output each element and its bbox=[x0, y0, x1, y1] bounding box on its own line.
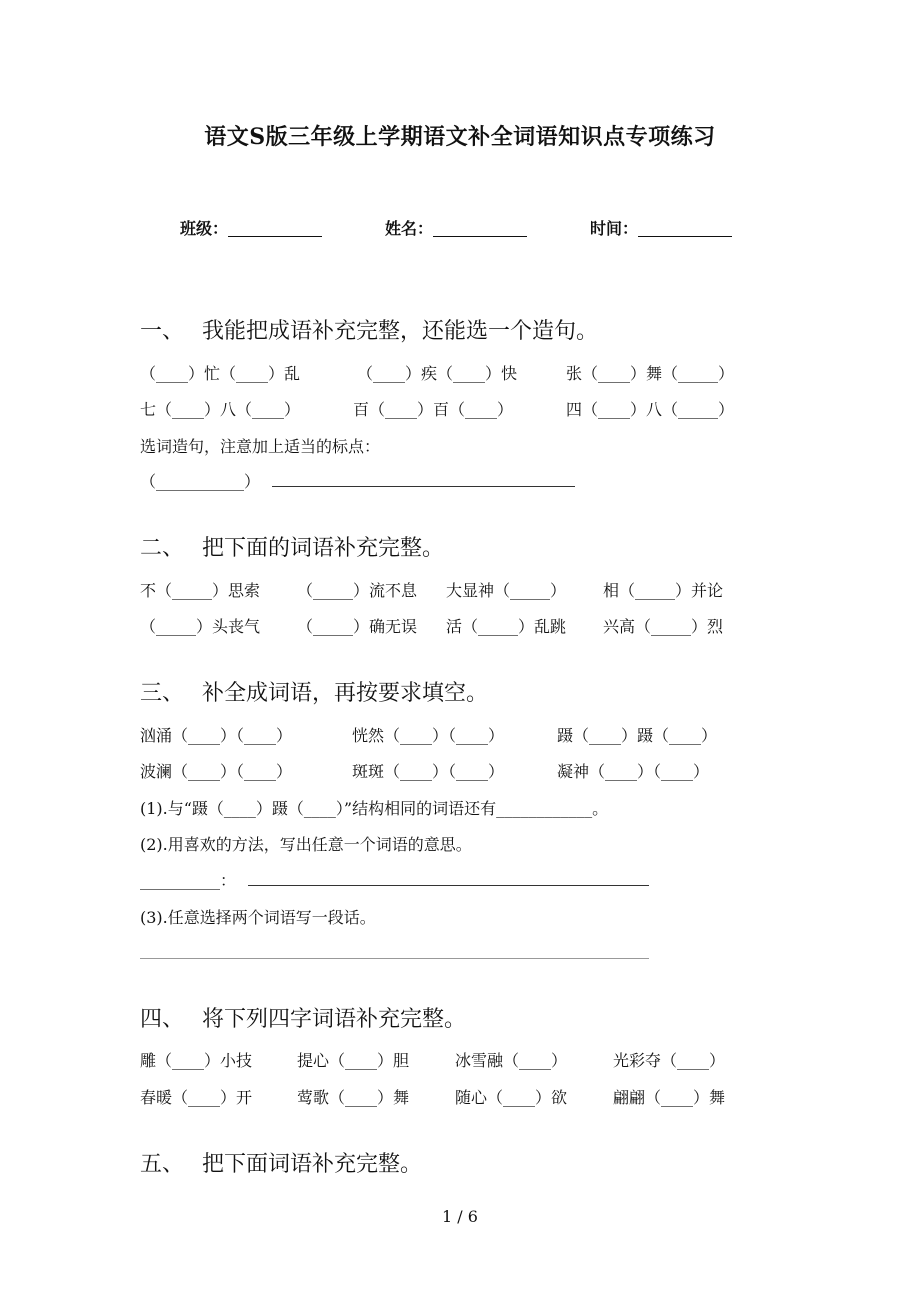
section-5-title: 把下面词语补充完整。 bbox=[202, 1152, 423, 1177]
s3-q3-answer-line[interactable] bbox=[140, 958, 649, 959]
s3-item: 斑斑（____）（____） bbox=[352, 762, 505, 781]
s3-item: 凝神（____）（____） bbox=[557, 762, 710, 781]
s2-item: （_____）流不息 bbox=[297, 581, 418, 600]
time-blank[interactable] bbox=[638, 220, 732, 237]
section-1-number: 一、 bbox=[140, 319, 185, 344]
section-3-title: 补全成词语，再按要求填空。 bbox=[202, 681, 489, 706]
section-2-number: 二、 bbox=[140, 536, 185, 561]
s3-q2-answer-line[interactable] bbox=[248, 885, 649, 886]
s1-answer-word: （___________） bbox=[140, 472, 261, 491]
s1-item: （____）忙（____）乱 bbox=[140, 364, 301, 383]
class-field bbox=[180, 216, 322, 239]
section-2-heading bbox=[140, 531, 444, 562]
s3-question-1: (1).与“蹑（____）蹑（____）”结构相同的词语还有____________。 bbox=[140, 799, 609, 818]
s2-item: 相（_____）并论 bbox=[603, 581, 724, 600]
s1-item: 张（____）舞（_____） bbox=[566, 364, 735, 383]
name-blank[interactable] bbox=[433, 220, 527, 237]
s2-item: 不（_____）思索 bbox=[140, 581, 261, 600]
s1-item: 百（____）百（____） bbox=[353, 400, 514, 419]
s4-item: 莺歌（____）舞 bbox=[297, 1088, 410, 1107]
page-number: 1 / 6 bbox=[442, 1207, 478, 1226]
time-label: 时间： bbox=[590, 219, 639, 238]
section-2-title: 把下面的词语补充完整。 bbox=[202, 536, 445, 561]
s3-question-2: (2).用喜欢的方法，写出任意一个词语的意思。 bbox=[140, 835, 472, 854]
s3-question-2-answer: __________： bbox=[140, 871, 237, 890]
s4-item: 提心（____）胆 bbox=[297, 1051, 410, 1070]
section-1-heading bbox=[140, 314, 598, 345]
section-1-title: 我能把成语补充完整，还能选一个造句。 bbox=[202, 319, 599, 344]
s4-item: 雕（____）小技 bbox=[140, 1051, 253, 1070]
page-title: 语文S版三年级上学期语文补全词语知识点专项练习 bbox=[204, 124, 716, 150]
section-4-heading bbox=[140, 1002, 466, 1033]
s4-item: 冰雪融（____） bbox=[455, 1051, 568, 1070]
section-3-number: 三、 bbox=[140, 681, 185, 706]
s1-answer-line[interactable] bbox=[272, 486, 575, 487]
s1-item: （____）疾（____）快 bbox=[357, 364, 518, 383]
section-5-heading bbox=[140, 1147, 422, 1178]
s2-item: 大显神（_____） bbox=[446, 581, 567, 600]
section-3-heading bbox=[140, 676, 488, 707]
section-5-number: 五、 bbox=[140, 1152, 185, 1177]
s2-item: （_____）头丧气 bbox=[140, 617, 261, 636]
s4-item: 春暖（____）开 bbox=[140, 1088, 253, 1107]
class-label: 班级： bbox=[180, 219, 229, 238]
s1-item: 四（____）八（_____） bbox=[566, 400, 735, 419]
s3-item: 恍然（____）（____） bbox=[352, 726, 505, 745]
s2-item: （_____）确无误 bbox=[297, 617, 418, 636]
s1-instruction: 选词造句，注意加上适当的标点： bbox=[140, 437, 381, 456]
s3-question-3: (3).任意选择两个词语写一段话。 bbox=[140, 908, 376, 927]
s3-item: 汹涌（____）（____） bbox=[140, 726, 293, 745]
name-field bbox=[385, 216, 527, 239]
s4-item: 随心（____）欲 bbox=[455, 1088, 568, 1107]
s4-item: 翩翩（____）舞 bbox=[613, 1088, 726, 1107]
s2-item: 活（_____）乱跳 bbox=[446, 617, 567, 636]
name-label: 姓名： bbox=[385, 219, 434, 238]
s3-item: 蹑（____）蹑（____） bbox=[557, 726, 718, 745]
s4-item: 光彩夺（____） bbox=[613, 1051, 726, 1070]
section-4-number: 四、 bbox=[140, 1007, 185, 1032]
section-4-title: 将下列四字词语补充完整。 bbox=[202, 1007, 467, 1032]
s1-item: 七（____）八（____） bbox=[140, 400, 301, 419]
s2-item: 兴高（_____）烈 bbox=[603, 617, 724, 636]
time-field bbox=[590, 216, 732, 239]
s3-item: 波澜（____）（____） bbox=[140, 762, 293, 781]
class-blank[interactable] bbox=[228, 220, 322, 237]
